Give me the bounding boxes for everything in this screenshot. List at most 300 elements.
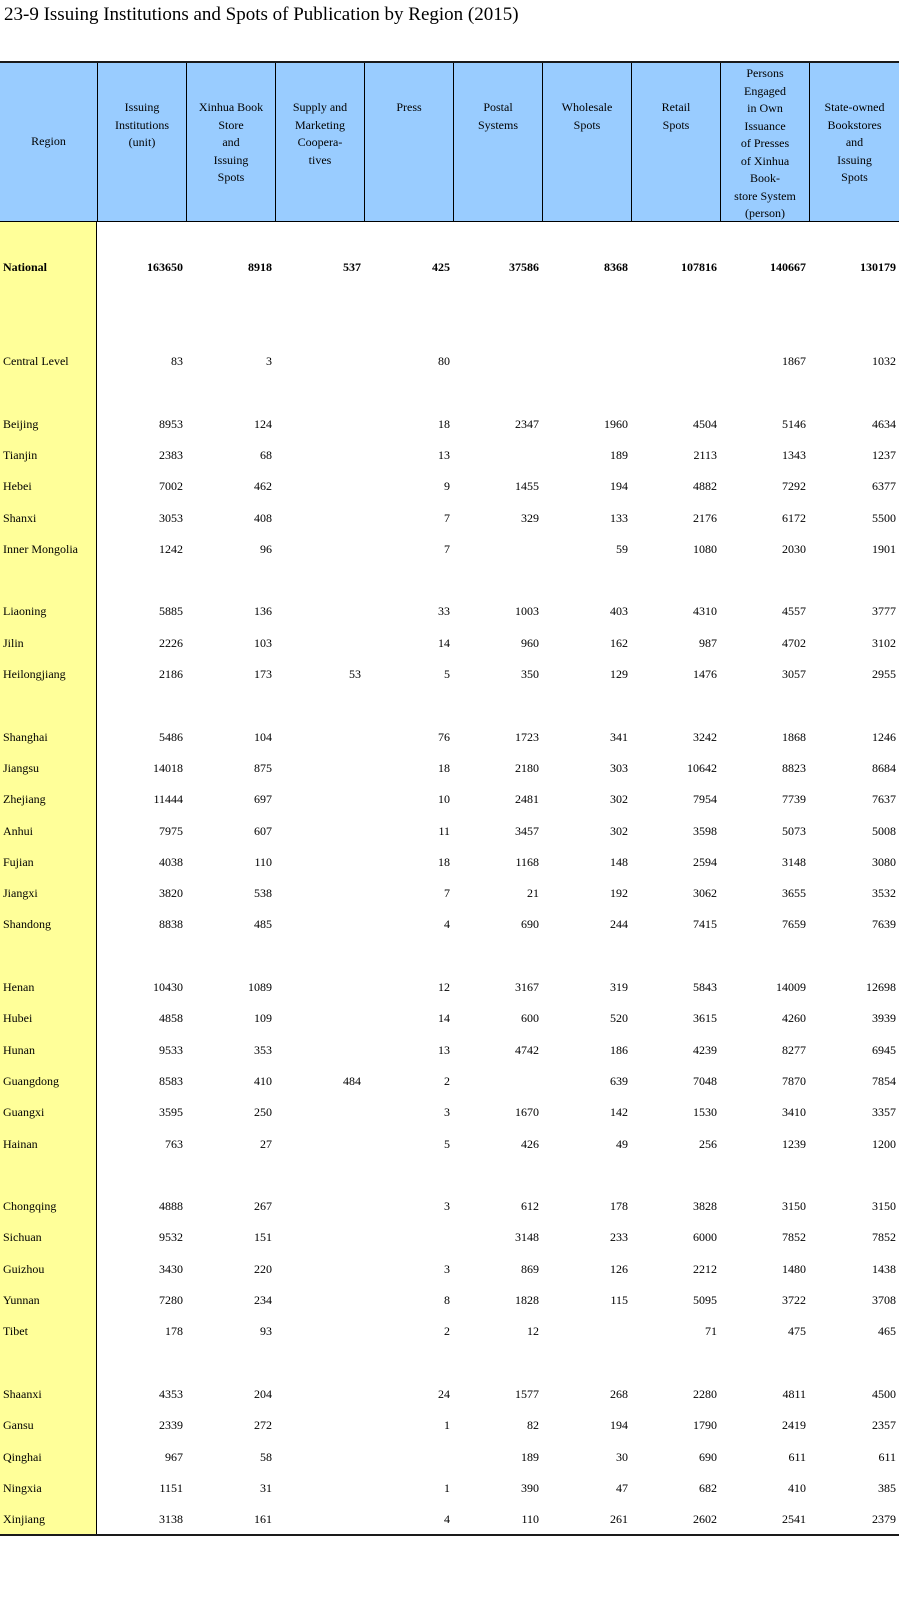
postal-systems-cell: 1723 <box>515 729 539 744</box>
postal-systems-cell <box>453 346 542 377</box>
retail-spots-cell: 7954 <box>693 792 717 807</box>
press-cell: 8 <box>444 1293 450 1308</box>
region-cell: Zhejiang <box>3 792 46 807</box>
supply-marketing-cell <box>275 1379 364 1410</box>
supply-marketing-cell <box>275 753 364 784</box>
issuing-institutions-cell: 4353 <box>159 1386 183 1401</box>
persons-engaged-cell: 4702 <box>782 635 806 650</box>
postal-systems-cell: 350 <box>521 667 539 682</box>
region-cell: Shanghai <box>3 729 48 744</box>
persons-engaged-cell: 410 <box>788 1480 806 1495</box>
retail-spots-cell: 6000 <box>693 1230 717 1245</box>
wholesale-spots-cell: 115 <box>610 1293 628 1308</box>
supply-marketing-cell <box>275 440 364 471</box>
persons-engaged-cell: 1343 <box>782 447 806 462</box>
state-owned-bookstores-cell: 8684 <box>872 760 896 775</box>
issuing-institutions-cell: 1242 <box>159 541 183 556</box>
wholesale-spots-cell: 49 <box>616 1136 628 1151</box>
issuing-institutions-cell: 3138 <box>159 1512 183 1527</box>
press-cell: 12 <box>438 980 450 995</box>
bottom-rule <box>0 1534 899 1536</box>
persons-engaged-cell: 4557 <box>782 604 806 619</box>
state-owned-bookstores-cell: 3708 <box>872 1293 896 1308</box>
press-cell: 5 <box>444 667 450 682</box>
postal-systems-cell: 82 <box>527 1418 539 1433</box>
wholesale-spots-cell: 192 <box>610 886 628 901</box>
wholesale-spots-cell: 142 <box>610 1105 628 1120</box>
table-row <box>0 1473 899 1504</box>
press-cell: 2 <box>444 1073 450 1088</box>
retail-spots-cell: 2212 <box>693 1261 717 1276</box>
wholesale-spots-cell: 148 <box>610 854 628 869</box>
table-row <box>0 628 899 659</box>
table-row <box>0 972 899 1003</box>
postal-systems-cell: 690 <box>521 917 539 932</box>
supply-marketing-cell <box>275 502 364 533</box>
issuing-institutions-cell: 2226 <box>159 635 183 650</box>
issuing-institutions-cell: 7280 <box>159 1293 183 1308</box>
issuing-institutions-cell: 4858 <box>159 1011 183 1026</box>
issuing-institutions-cell: 5486 <box>159 729 183 744</box>
press-cell: 3 <box>444 1199 450 1214</box>
region-cell: Chongqing <box>3 1199 57 1214</box>
xinhua-bookstore-cell: 96 <box>260 541 272 556</box>
wholesale-spots-cell: 319 <box>610 980 628 995</box>
wholesale-spots-cell: 1960 <box>604 416 628 431</box>
region-cell: Guangxi <box>3 1105 45 1120</box>
region-cell: Henan <box>3 980 35 995</box>
postal-systems-cell: 426 <box>521 1136 539 1151</box>
wholesale-spots-cell: 186 <box>610 1042 628 1057</box>
xinhua-bookstore-cell: 485 <box>254 917 272 932</box>
xinhua-bookstore-cell: 1089 <box>248 980 272 995</box>
wholesale-spots-cell: 268 <box>610 1386 628 1401</box>
xinhua-bookstore-cell: 220 <box>254 1261 272 1276</box>
postal-systems-cell: 2347 <box>515 416 539 431</box>
issuing-institutions-cell: 5885 <box>159 604 183 619</box>
wholesale-spots-cell: 302 <box>610 823 628 838</box>
region-cell: Liaoning <box>3 604 47 619</box>
issuing-institutions-cell: 3430 <box>159 1261 183 1276</box>
table-row <box>0 1410 899 1441</box>
region-cell: Shandong <box>3 917 51 932</box>
state-owned-bookstores-cell: 3080 <box>872 854 896 869</box>
issuing-institutions-cell: 163650 <box>147 260 183 275</box>
persons-engaged-cell: 5146 <box>782 416 806 431</box>
press-cell: 7 <box>444 886 450 901</box>
persons-engaged-cell: 2419 <box>782 1418 806 1433</box>
state-owned-bookstores-cell: 5500 <box>872 510 896 525</box>
xinhua-bookstore-cell: 8918 <box>248 260 272 275</box>
retail-spots-cell: 4310 <box>693 604 717 619</box>
table-row <box>0 659 899 690</box>
wholesale-spots-cell: 178 <box>610 1199 628 1214</box>
region-cell: Ningxia <box>3 1480 42 1495</box>
postal-systems-cell: 960 <box>521 635 539 650</box>
header-region: Region <box>0 63 97 221</box>
persons-engaged-cell: 8823 <box>782 760 806 775</box>
retail-spots-cell: 7415 <box>693 917 717 932</box>
table-row <box>0 878 899 909</box>
wholesale-spots-cell: 233 <box>610 1230 628 1245</box>
issuing-institutions-cell: 178 <box>165 1324 183 1339</box>
wholesale-spots-cell: 133 <box>610 510 628 525</box>
region-cell: Tibet <box>3 1324 28 1339</box>
table-row <box>0 784 899 815</box>
issuing-institutions-cell: 10430 <box>153 980 183 995</box>
region-cell: Beijing <box>3 416 39 431</box>
supply-marketing-cell <box>275 628 364 659</box>
state-owned-bookstores-cell: 2357 <box>872 1418 896 1433</box>
table-row <box>0 1504 899 1535</box>
postal-systems-cell: 3148 <box>515 1230 539 1245</box>
press-cell: 10 <box>438 792 450 807</box>
table-row <box>0 1097 899 1128</box>
supply-marketing-cell <box>275 847 364 878</box>
retail-spots-cell: 1530 <box>693 1105 717 1120</box>
wholesale-spots-cell: 129 <box>610 667 628 682</box>
retail-spots-cell: 2594 <box>693 854 717 869</box>
statistics-table <box>0 61 899 222</box>
retail-spots-cell: 4882 <box>693 479 717 494</box>
press-cell: 13 <box>438 447 450 462</box>
postal-systems-cell <box>453 440 542 471</box>
press-cell: 1 <box>444 1418 450 1433</box>
wholesale-spots-cell: 639 <box>610 1073 628 1088</box>
wholesale-spots-cell <box>542 1316 631 1347</box>
region-cell: Guizhou <box>3 1261 45 1276</box>
persons-engaged-cell: 4260 <box>782 1011 806 1026</box>
retail-spots-cell: 107816 <box>681 260 717 275</box>
supply-marketing-cell <box>275 1128 364 1159</box>
xinhua-bookstore-cell: 68 <box>260 447 272 462</box>
xinhua-bookstore-cell: 697 <box>254 792 272 807</box>
persons-engaged-cell: 4811 <box>782 1386 806 1401</box>
region-cell: Hunan <box>3 1042 35 1057</box>
xinhua-bookstore-cell: 104 <box>254 729 272 744</box>
table-row <box>0 471 899 502</box>
press-cell <box>364 1222 453 1253</box>
postal-systems-cell <box>453 534 542 565</box>
issuing-institutions-cell: 1151 <box>159 1480 183 1495</box>
retail-spots-cell: 1080 <box>693 541 717 556</box>
table-row <box>0 252 899 283</box>
table-row <box>0 502 899 533</box>
supply-marketing-cell <box>275 409 364 440</box>
retail-spots-cell: 1476 <box>693 667 717 682</box>
postal-systems-cell: 1168 <box>515 854 539 869</box>
region-cell: Tianjin <box>3 447 38 462</box>
wholesale-spots-cell: 30 <box>616 1449 628 1464</box>
retail-spots-cell: 5095 <box>693 1293 717 1308</box>
press-cell: 4 <box>444 917 450 932</box>
retail-spots-cell: 7048 <box>693 1073 717 1088</box>
xinhua-bookstore-cell: 136 <box>254 604 272 619</box>
header-postal-systems: Postal Systems <box>453 63 542 221</box>
table-row <box>0 753 899 784</box>
xinhua-bookstore-cell: 462 <box>254 479 272 494</box>
wholesale-spots-cell: 403 <box>610 604 628 619</box>
table-header <box>0 63 899 222</box>
xinhua-bookstore-cell: 204 <box>254 1386 272 1401</box>
press-cell <box>364 1441 453 1472</box>
wholesale-spots-cell: 302 <box>610 792 628 807</box>
table-row <box>0 1066 899 1097</box>
persons-engaged-cell: 2541 <box>782 1512 806 1527</box>
state-owned-bookstores-cell: 1901 <box>872 541 896 556</box>
xinhua-bookstore-cell: 353 <box>254 1042 272 1057</box>
region-cell: Guangdong <box>3 1073 59 1088</box>
press-cell: 33 <box>438 604 450 619</box>
xinhua-bookstore-cell: 31 <box>260 1480 272 1495</box>
postal-systems-cell: 2481 <box>515 792 539 807</box>
retail-spots-cell: 256 <box>699 1136 717 1151</box>
supply-marketing-cell <box>275 878 364 909</box>
table-row <box>0 722 899 753</box>
persons-engaged-cell: 1868 <box>782 729 806 744</box>
state-owned-bookstores-cell: 130179 <box>860 260 896 275</box>
retail-spots-cell: 2113 <box>693 447 717 462</box>
postal-systems-cell <box>453 1066 542 1097</box>
persons-engaged-cell: 475 <box>788 1324 806 1339</box>
retail-spots-cell: 987 <box>699 635 717 650</box>
xinhua-bookstore-cell: 161 <box>254 1512 272 1527</box>
issuing-institutions-cell: 8953 <box>159 416 183 431</box>
xinhua-bookstore-cell: 103 <box>254 635 272 650</box>
wholesale-spots-cell: 59 <box>616 541 628 556</box>
table-row <box>0 1379 899 1410</box>
region-cell: Jiangsu <box>3 760 39 775</box>
press-cell: 18 <box>438 416 450 431</box>
persons-engaged-cell: 1239 <box>782 1136 806 1151</box>
state-owned-bookstores-cell: 4500 <box>872 1386 896 1401</box>
issuing-institutions-cell: 7002 <box>159 479 183 494</box>
state-owned-bookstores-cell: 1438 <box>872 1261 896 1276</box>
supply-marketing-cell <box>275 1316 364 1347</box>
xinhua-bookstore-cell: 93 <box>260 1324 272 1339</box>
state-owned-bookstores-cell: 7639 <box>872 917 896 932</box>
supply-marketing-cell <box>275 972 364 1003</box>
state-owned-bookstores-cell: 6377 <box>872 479 896 494</box>
state-owned-bookstores-cell: 3532 <box>872 886 896 901</box>
retail-spots-cell: 4239 <box>693 1042 717 1057</box>
press-cell: 18 <box>438 760 450 775</box>
postal-systems-cell: 329 <box>521 510 539 525</box>
wholesale-spots-cell: 126 <box>610 1261 628 1276</box>
state-owned-bookstores-cell: 3150 <box>872 1199 896 1214</box>
persons-engaged-cell: 611 <box>788 1449 806 1464</box>
supply-marketing-cell: 53 <box>349 667 361 682</box>
state-owned-bookstores-cell: 2379 <box>872 1512 896 1527</box>
region-cell: Anhui <box>3 823 33 838</box>
state-owned-bookstores-cell: 5008 <box>872 823 896 838</box>
press-cell: 14 <box>438 635 450 650</box>
persons-engaged-cell: 140667 <box>770 260 806 275</box>
press-cell: 2 <box>444 1324 450 1339</box>
state-owned-bookstores-cell: 611 <box>878 1449 896 1464</box>
supply-marketing-cell: 484 <box>343 1073 361 1088</box>
persons-engaged-cell: 14009 <box>776 980 806 995</box>
table-row <box>0 596 899 627</box>
press-cell: 24 <box>438 1386 450 1401</box>
press-cell: 14 <box>438 1011 450 1026</box>
postal-systems-cell: 1828 <box>515 1293 539 1308</box>
supply-marketing-cell <box>275 1191 364 1222</box>
retail-spots-cell: 5843 <box>693 980 717 995</box>
postal-systems-cell: 1003 <box>515 604 539 619</box>
persons-engaged-cell: 7739 <box>782 792 806 807</box>
postal-systems-cell: 1455 <box>515 479 539 494</box>
table-row <box>0 1191 899 1222</box>
supply-marketing-cell <box>275 471 364 502</box>
retail-spots-cell: 1790 <box>693 1418 717 1433</box>
postal-systems-cell: 3457 <box>515 823 539 838</box>
supply-marketing-cell <box>275 346 364 377</box>
supply-marketing-cell <box>275 1410 364 1441</box>
supply-marketing-cell <box>275 1285 364 1316</box>
wholesale-spots-cell: 8368 <box>604 260 628 275</box>
persons-engaged-cell: 7870 <box>782 1073 806 1088</box>
supply-marketing-cell <box>275 1003 364 1034</box>
persons-engaged-cell: 3655 <box>782 886 806 901</box>
table-row <box>0 1222 899 1253</box>
state-owned-bookstores-cell: 2955 <box>872 667 896 682</box>
retail-spots-cell: 71 <box>705 1324 717 1339</box>
issuing-institutions-cell: 3053 <box>159 510 183 525</box>
press-cell: 5 <box>444 1136 450 1151</box>
xinhua-bookstore-cell: 58 <box>260 1449 272 1464</box>
persons-engaged-cell: 3057 <box>782 667 806 682</box>
issuing-institutions-cell: 83 <box>171 354 183 369</box>
header-wholesale-spots: Wholesale Spots <box>542 63 631 221</box>
retail-spots-cell <box>631 346 720 377</box>
issuing-institutions-cell: 967 <box>165 1449 183 1464</box>
xinhua-bookstore-cell: 173 <box>254 667 272 682</box>
press-cell: 13 <box>438 1042 450 1057</box>
region-cell: Hebei <box>3 479 32 494</box>
wholesale-spots-cell: 244 <box>610 917 628 932</box>
retail-spots-cell: 3615 <box>693 1011 717 1026</box>
state-owned-bookstores-cell: 1237 <box>872 447 896 462</box>
persons-engaged-cell: 7852 <box>782 1230 806 1245</box>
postal-systems-cell: 4742 <box>515 1042 539 1057</box>
supply-marketing-cell <box>275 1097 364 1128</box>
supply-marketing-cell <box>275 1441 364 1472</box>
press-cell: 76 <box>438 729 450 744</box>
retail-spots-cell: 3242 <box>693 729 717 744</box>
press-cell: 425 <box>432 260 450 275</box>
table-row <box>0 815 899 846</box>
table-row <box>0 847 899 878</box>
wholesale-spots-cell: 162 <box>610 635 628 650</box>
issuing-institutions-cell: 11444 <box>153 792 183 807</box>
persons-engaged-cell: 3722 <box>782 1293 806 1308</box>
press-cell: 3 <box>444 1261 450 1276</box>
issuing-institutions-cell: 9532 <box>159 1230 183 1245</box>
region-cell: Shaanxi <box>3 1386 42 1401</box>
region-cell: Xinjiang <box>3 1512 45 1527</box>
retail-spots-cell: 2280 <box>693 1386 717 1401</box>
persons-engaged-cell: 3410 <box>782 1105 806 1120</box>
table-row <box>0 1316 899 1347</box>
supply-marketing-cell <box>275 909 364 940</box>
persons-engaged-cell: 1867 <box>782 354 806 369</box>
xinhua-bookstore-cell: 151 <box>254 1230 272 1245</box>
region-cell: Hainan <box>3 1136 38 1151</box>
header-issuing-institutions: Issuing Institutions (unit) <box>97 63 186 221</box>
supply-marketing-cell <box>275 1504 364 1535</box>
header-supply-marketing: Supply and Marketing Coopera- tives <box>275 63 364 221</box>
xinhua-bookstore-cell: 607 <box>254 823 272 838</box>
region-cell: Heilongjiang <box>3 667 66 682</box>
region-cell: Central Level <box>3 354 69 369</box>
wholesale-spots-cell: 194 <box>610 1418 628 1433</box>
state-owned-bookstores-cell: 7637 <box>872 792 896 807</box>
retail-spots-cell: 682 <box>699 1480 717 1495</box>
postal-systems-cell: 3167 <box>515 980 539 995</box>
persons-engaged-cell: 2030 <box>782 541 806 556</box>
retail-spots-cell: 3828 <box>693 1199 717 1214</box>
state-owned-bookstores-cell: 3102 <box>872 635 896 650</box>
region-cell: Yunnan <box>3 1293 40 1308</box>
state-owned-bookstores-cell: 12698 <box>866 980 896 995</box>
table-row <box>0 1035 899 1066</box>
header-retail-spots: Retail Spots <box>631 63 720 221</box>
wholesale-spots-cell: 520 <box>610 1011 628 1026</box>
xinhua-bookstore-cell: 267 <box>254 1199 272 1214</box>
issuing-institutions-cell: 9533 <box>159 1042 183 1057</box>
table-row <box>0 440 899 471</box>
press-cell: 7 <box>444 541 450 556</box>
region-cell: Shanxi <box>3 510 37 525</box>
issuing-institutions-cell: 3595 <box>159 1105 183 1120</box>
region-cell: Jilin <box>3 635 24 650</box>
wholesale-spots-cell <box>542 346 631 377</box>
issuing-institutions-cell: 2383 <box>159 447 183 462</box>
supply-marketing-cell <box>275 534 364 565</box>
press-cell: 11 <box>438 823 450 838</box>
press-cell: 80 <box>438 354 450 369</box>
wholesale-spots-cell: 189 <box>610 447 628 462</box>
region-cell: Qinghai <box>3 1449 42 1464</box>
wholesale-spots-cell: 47 <box>616 1480 628 1495</box>
persons-engaged-cell: 5073 <box>782 823 806 838</box>
press-cell: 7 <box>444 510 450 525</box>
state-owned-bookstores-cell: 6945 <box>872 1042 896 1057</box>
table-row <box>0 909 899 940</box>
postal-systems-cell: 110 <box>521 1512 539 1527</box>
press-cell: 4 <box>444 1512 450 1527</box>
supply-marketing-cell <box>275 1222 364 1253</box>
postal-systems-cell: 12 <box>527 1324 539 1339</box>
xinhua-bookstore-cell: 538 <box>254 886 272 901</box>
xinhua-bookstore-cell: 3 <box>266 354 272 369</box>
table-row <box>0 346 899 377</box>
state-owned-bookstores-cell: 1246 <box>872 729 896 744</box>
region-cell: Gansu <box>3 1418 34 1433</box>
xinhua-bookstore-cell: 27 <box>260 1136 272 1151</box>
persons-engaged-cell: 7659 <box>782 917 806 932</box>
wholesale-spots-cell: 261 <box>610 1512 628 1527</box>
retail-spots-cell: 4504 <box>693 416 717 431</box>
wholesale-spots-cell: 303 <box>610 760 628 775</box>
table-row <box>0 1441 899 1472</box>
persons-engaged-cell: 6172 <box>782 510 806 525</box>
state-owned-bookstores-cell: 1032 <box>872 354 896 369</box>
state-owned-bookstores-cell: 7854 <box>872 1073 896 1088</box>
state-owned-bookstores-cell: 3777 <box>872 604 896 619</box>
issuing-institutions-cell: 14018 <box>153 760 183 775</box>
